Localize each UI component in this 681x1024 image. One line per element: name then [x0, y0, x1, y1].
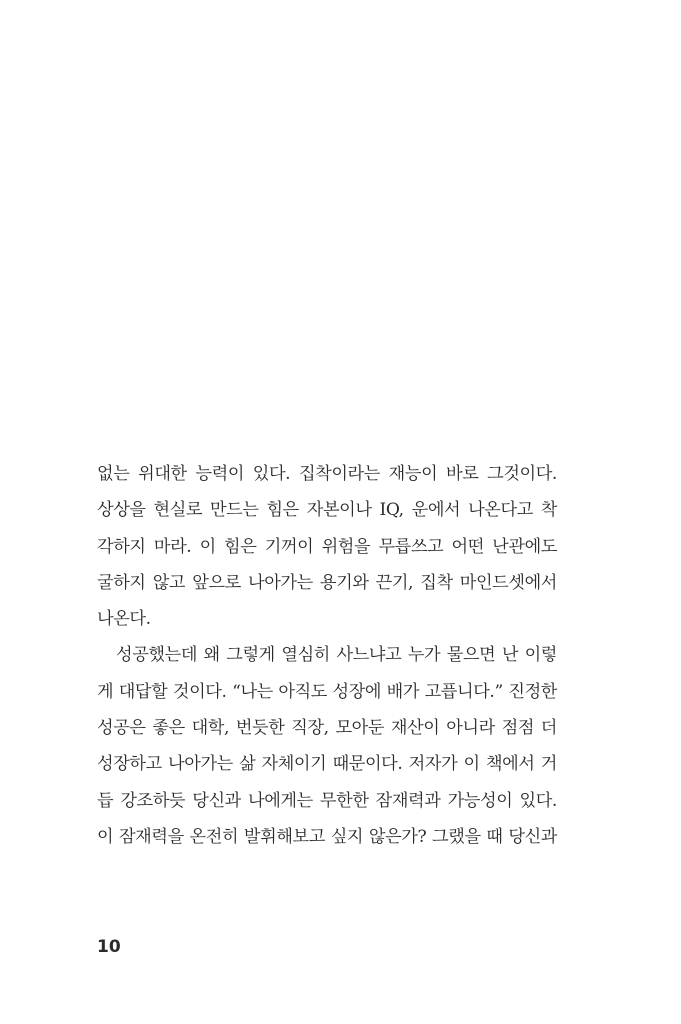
text-line: 없는 위대한 능력이 있다. 집착이라는 재능이 바로 그것이다. [97, 464, 557, 484]
text-line: 굴하지 않고 앞으로 나아가는 용기와 끈기, 집착 마인드셋에서 [97, 572, 557, 593]
text-line: 각하지 마라. 이 힘은 기꺼이 위험을 무릅쓰고 어떤 난관에도 [97, 536, 557, 557]
paragraph-1 [97, 456, 557, 637]
text-line: 이 잠재력을 온전히 발휘해보고 싶지 않은가? 그랬을 때 당신과 [97, 826, 557, 847]
page-number: 10 [97, 937, 121, 957]
text-line: 상상을 현실로 만드는 힘은 자본이나 IQ, 운에서 나온다고 착 [97, 500, 557, 521]
text-line: 성공했는데 왜 그렇게 열심히 사느냐고 누가 물으면 난 이렇 [116, 645, 557, 666]
text-line: 게 대답할 것이다. “나는 아직도 성장에 배가 고픕니다.” 진정한 [97, 681, 557, 702]
paragraph-2 [97, 637, 557, 855]
text-line: 듭 강조하듯 당신과 나에게는 무한한 잠재력과 가능성이 있다. [97, 790, 557, 811]
text-line: 성공은 좋은 대학, 번듯한 직장, 모아둔 재산이 아니라 점점 더 [97, 718, 557, 739]
text-line: 성장하고 나아가는 삶 자체이기 때문이다. 저자가 이 책에서 거 [97, 754, 557, 775]
body-text [97, 456, 557, 855]
text-line: 나온다. [97, 609, 151, 630]
